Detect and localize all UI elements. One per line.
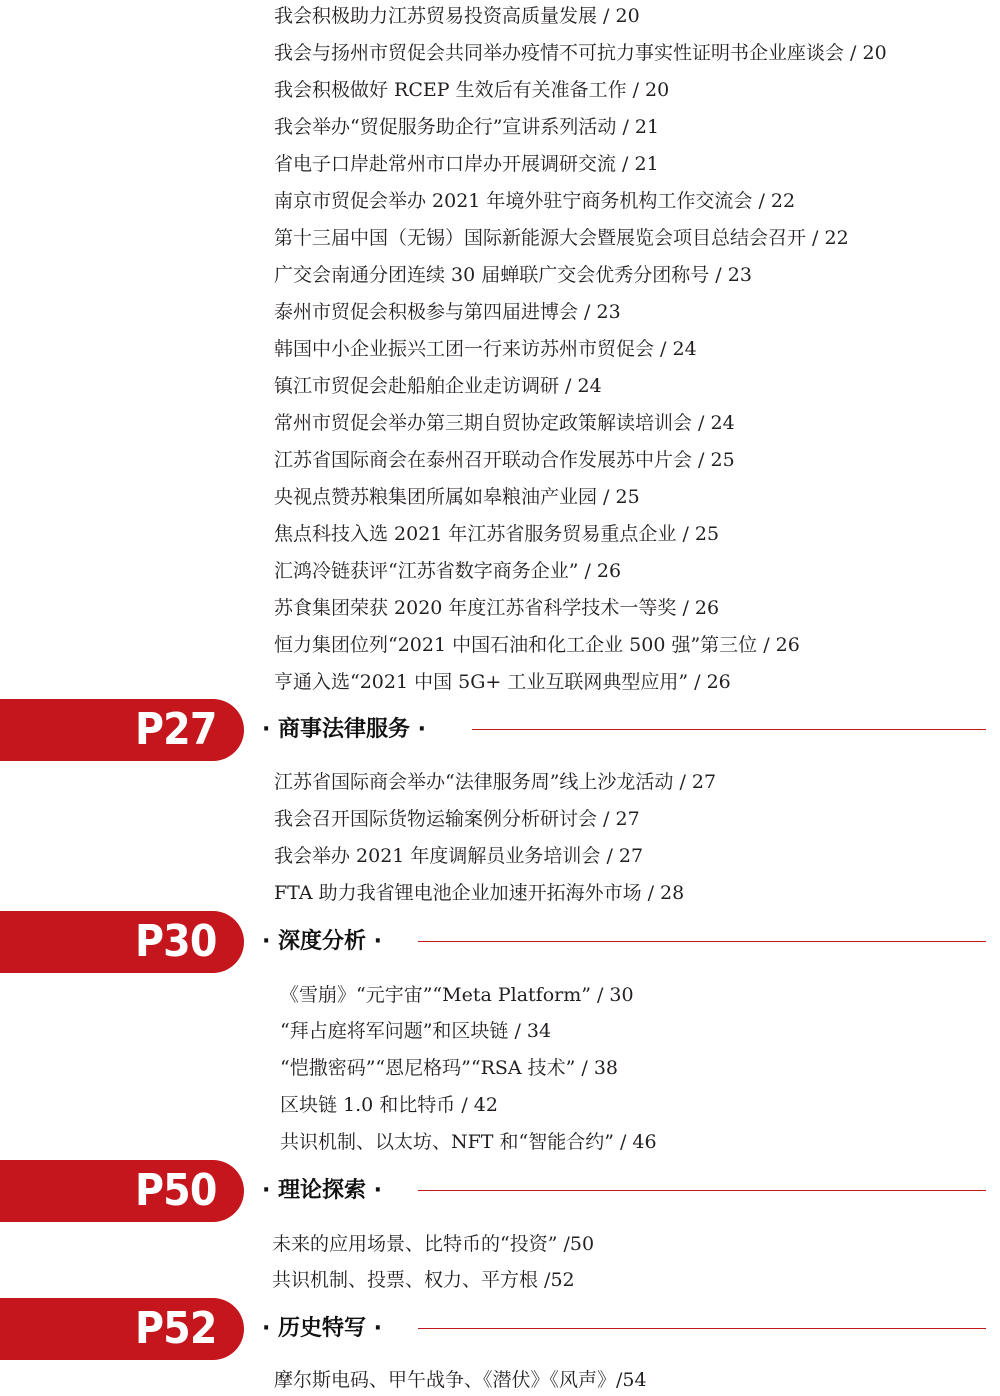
section-title: · 深度分析 · [262,929,383,954]
toc-item[interactable]: 广交会南通分团连续 30 届蝉联广交会优秀分团称号 / 23 [274,264,752,286]
section-page-tab[interactable] [0,1298,244,1360]
toc-item[interactable]: 江苏省国际商会在泰州召开联动合作发展苏中片会 / 25 [274,449,735,471]
toc-item[interactable]: 未来的应用场景、比特币的“投资” /50 [272,1233,595,1255]
toc-item[interactable]: 我会与扬州市贸促会共同举办疫情不可抗力事实性证明书企业座谈会 / 20 [274,42,887,64]
toc-item[interactable]: 泰州市贸促会积极参与第四届进博会 / 23 [274,301,621,323]
toc-item[interactable]: 汇鸿冷链获评“江苏省数字商务企业” / 26 [274,560,622,582]
toc-item[interactable]: 共识机制、投票、权力、平方根 /52 [272,1269,575,1291]
toc-item[interactable]: 镇江市贸促会赴船舶企业走访调研 / 24 [274,375,602,397]
toc-item[interactable]: 省电子口岸赴常州市口岸办开展调研交流 / 21 [274,153,659,175]
toc-item[interactable]: “恺撒密码”“恩尼格玛”“RSA 技术” / 38 [280,1057,619,1079]
toc-item[interactable]: 共识机制、以太坊、NFT 和“智能合约” / 46 [280,1131,657,1153]
toc-item[interactable]: 韩国中小企业振兴工团一行来访苏州市贸促会 / 24 [274,338,697,360]
toc-item[interactable]: 苏食集团荣获 2020 年度江苏省科学技术一等奖 / 26 [274,597,720,619]
section-title: · 商事法律服务 · [262,717,427,742]
toc-item[interactable]: FTA 助力我省锂电池企业加速开拓海外市场 / 28 [274,882,685,904]
section-divider [418,941,986,942]
toc-item[interactable]: 常州市贸促会举办第三期自贸协定政策解读培训会 / 24 [274,412,735,434]
section-title: · 历史特写 · [262,1316,383,1341]
section-divider [418,1328,986,1329]
toc-item[interactable]: 亨通入选“2021 中国 5G+ 工业互联网典型应用” / 26 [274,671,731,693]
toc-item[interactable]: 恒力集团位列“2021 中国石油和化工企业 500 强”第三位 / 26 [274,634,800,656]
section-page-number: P52 [134,1303,216,1354]
toc-item[interactable]: 我会召开国际货物运输案例分析研讨会 / 27 [274,808,640,830]
section-title: · 理论探索 · [262,1178,383,1203]
section-page-tab[interactable] [0,1160,244,1222]
toc-item[interactable]: 《雪崩》“元宇宙”“Meta Platform” / 30 [280,984,634,1006]
toc-item[interactable]: 我会举办“贸促服务助企行”宣讲系列活动 / 21 [274,116,660,138]
toc-item[interactable]: 央视点赞苏粮集团所属如皋粮油产业园 / 25 [274,486,640,508]
section-page-tab[interactable] [0,699,244,761]
toc-item[interactable]: “拜占庭将军问题”和区块链 / 34 [280,1020,552,1042]
toc-item[interactable]: 我会举办 2021 年度调解员业务培训会 / 27 [274,845,644,867]
toc-item[interactable]: 焦点科技入选 2021 年江苏省服务贸易重点企业 / 25 [274,523,720,545]
section-page-number: P30 [134,916,216,967]
section-page-number: P50 [134,1165,216,1216]
toc-item[interactable]: 我会积极做好 RCEP 生效后有关准备工作 / 20 [274,79,670,101]
toc-item[interactable]: 区块链 1.0 和比特币 / 42 [280,1094,498,1116]
toc-item[interactable]: 我会积极助力江苏贸易投资高质量发展 / 20 [274,5,640,27]
section-page-tab[interactable] [0,911,244,973]
toc-item[interactable]: 南京市贸促会举办 2021 年境外驻宁商务机构工作交流会 / 22 [274,190,796,212]
toc-item[interactable]: 第十三届中国（无锡）国际新能源大会暨展览会项目总结会召开 / 22 [274,227,849,249]
toc-item[interactable]: 江苏省国际商会举办“法律服务周”线上沙龙活动 / 27 [274,771,717,793]
section-page-number: P27 [134,704,216,755]
section-divider [418,1190,986,1191]
section-divider [472,729,986,730]
toc-item[interactable]: 摩尔斯电码、甲午战争、《潜伏》《风声》/54 [274,1369,647,1391]
